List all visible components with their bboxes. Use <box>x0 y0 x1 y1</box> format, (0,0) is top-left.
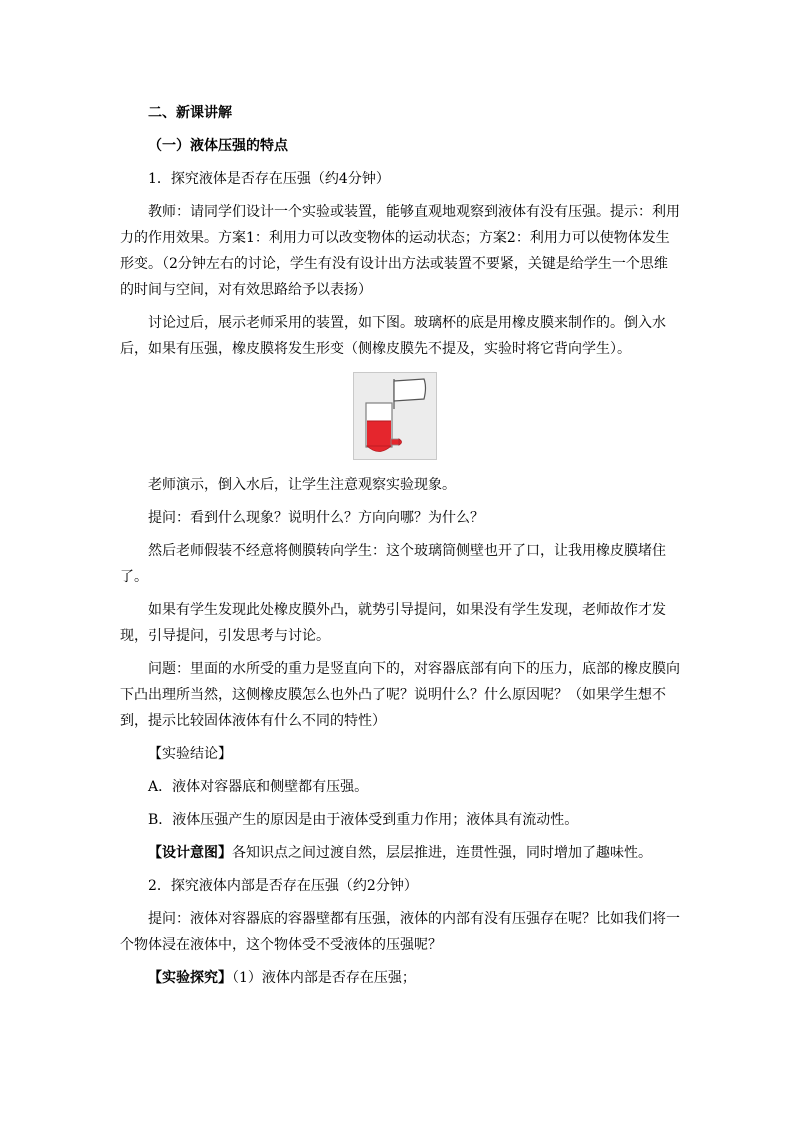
red-liquid <box>367 421 391 446</box>
discussion-paragraph: 讨论过后，展示老师采用的装置，如下图。玻璃杯的底是用橡皮膜来制作的。倒入水后，如果有压强，橡皮膜将发生形变（侧橡皮膜先不提及，实验时将它背向学生）。 <box>120 315 666 357</box>
explore-label: 【实验探究】 <box>148 970 232 986</box>
bottom-membrane <box>367 446 391 452</box>
if-paragraph: 如果有学生发现此处橡皮膜外凸，就势引导提问，如果没有学生发现，老师故作才发现，引导提问，引发思考与讨论。 <box>120 602 666 644</box>
conclusion-a: A．液体对容器底和侧壁都有压强。 <box>148 779 369 795</box>
apparatus-illustration <box>354 373 436 459</box>
then-paragraph: 然后老师假装不经意将侧膜转向学生：这个玻璃筒侧壁也开了口，让我用橡皮膜堵住了。 <box>120 543 666 585</box>
rubber-membrane-glass-figure <box>353 372 437 460</box>
part2-question-paragraph: 提问：液体对容器底的容器壁都有压强，液体的内部有没有压强存在呢？比如我们将一个物体浸在液体中，这个物体受不受液体的压强呢？ <box>120 911 680 953</box>
design-label: 【设计意图】 <box>148 845 232 861</box>
question-paragraph: 提问：看到什么现象？说明什么？方向向哪？为什么？ <box>148 510 484 526</box>
flag <box>394 379 426 401</box>
part1-title: 1．探究液体是否存在压强（约4分钟） <box>148 171 390 187</box>
conclusion-label: 【实验结论】 <box>148 746 232 762</box>
design-intent-paragraph <box>120 840 680 866</box>
design-text: 各知识点之间过渡自然，层层推进，连贯性强，同时增加了趣味性。 <box>232 845 652 861</box>
explore-text: （1）液体内部是否存在压强； <box>232 970 416 986</box>
conclusion-b: B．液体压强产生的原因是由于液体受到重力作用；液体具有流动性。 <box>148 812 579 828</box>
section-heading: 二、新课讲解 <box>148 105 232 121</box>
side-tube <box>391 439 399 445</box>
problem-paragraph: 问题：里面的水所受的重力是竖直向下的，对容器底部有向下的压力，底部的橡皮膜向下凸出理所当然，这侧橡皮膜怎么也外凸了呢？说明什么？什么原因呢？（如果学生想不到，提示比较固体液体有什么不同的特性） <box>120 661 680 729</box>
document-content <box>120 100 680 991</box>
section-subheading: （一）液体压强的特点 <box>148 138 288 154</box>
demo-paragraph: 老师演示，倒入水后，让学生注意观察实验现象。 <box>148 477 456 493</box>
figure-container <box>120 372 680 460</box>
explore-paragraph <box>120 965 680 991</box>
teacher-paragraph: 教师：请同学们设计一个实验或装置，能够直观地观察到液体有没有压强。提示：利用力的作用效果。方案1：利用力可以改变物体的运动状态；方案2：利用力可以使物体发生形变。（2分钟左右的讨论，学生有没有设计出方法或装置不要紧，关键是给学生一个思维的时间与空间，对有效思路给予以表扬） <box>120 204 680 298</box>
side-membrane <box>399 439 402 445</box>
part2-title: 2．探究液体内部是否存在压强（约2分钟） <box>148 878 418 894</box>
